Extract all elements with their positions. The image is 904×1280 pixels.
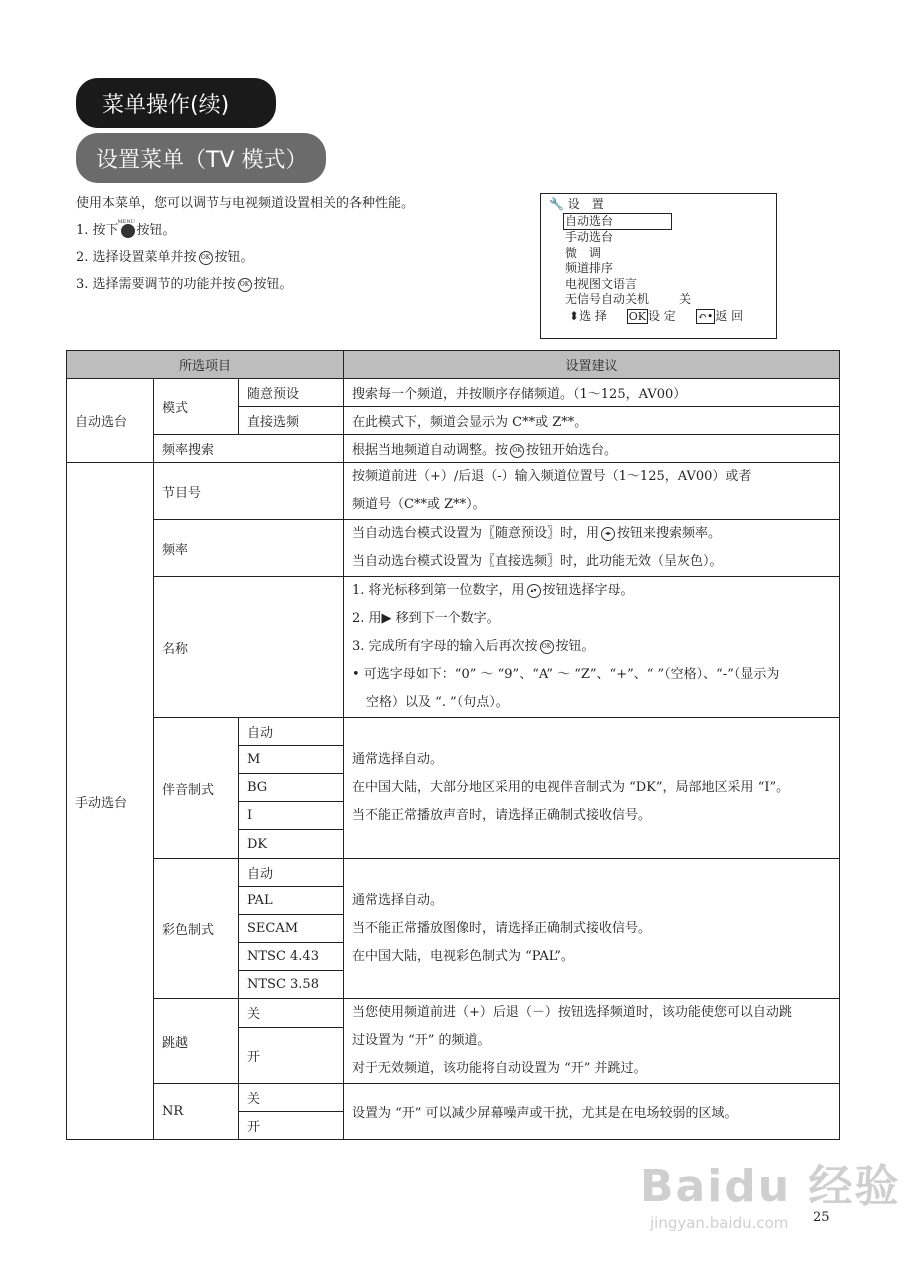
table-cell: 通常选择自动。 在中国大陆，大部分地区采用的电视伴音制式为 “DK”，局部地区采用 “I”。 当不能正常播放声音时，请选择正确制式接收信号。	[344, 718, 840, 859]
table-cell: 关	[239, 999, 344, 1028]
ok-key-icon: OK	[628, 309, 646, 323]
settings-table	[66, 350, 840, 1140]
table-cell: 频率搜索	[154, 435, 344, 463]
osd-item: 无信号自动关机 关	[565, 292, 692, 306]
table-row	[67, 577, 840, 718]
watermark	[640, 1150, 900, 1232]
table-row	[67, 435, 840, 463]
table-cell: NTSC 4.43	[239, 943, 344, 971]
table-cell: 频率	[154, 520, 344, 577]
intro-line: 使用本菜单，您可以调节与电视频道设置相关的各种性能。	[76, 196, 415, 211]
menu-button-icon	[121, 224, 135, 238]
osd-item: 微 调	[565, 245, 602, 260]
table-cell: BG	[239, 774, 344, 802]
table-cell: NTSC 3.58	[239, 971, 344, 999]
table-cell: I	[239, 802, 344, 830]
table-row	[67, 520, 840, 577]
return-key-icon: ↶•	[697, 309, 714, 323]
table-cell: PAL	[239, 887, 344, 915]
step-1: 1. 按下MENU 按钮。	[76, 217, 414, 244]
table-cell: DK	[239, 830, 344, 859]
table-cell: 在此模式下，频道会显示为 C**或 Z**。	[344, 407, 840, 435]
table-row	[67, 999, 840, 1028]
table-cell: 设置为 “开” 可以减少屏幕噪声或干扰，尤其是在电场较弱的区域。	[344, 1084, 840, 1140]
osd-item-selected: 自动选台	[563, 213, 672, 231]
watermark-url: jingyan.baidu.com	[650, 1214, 789, 1232]
table-cell: NR	[154, 1084, 239, 1140]
table-cell: 通常选择自动。 当不能正常播放图像时，请选择正确制式接收信号。 在中国大陆，电视彩色制式为 “PAL”。	[344, 859, 840, 999]
header-advice: 设置建议	[344, 351, 840, 379]
table-cell: 节目号	[154, 463, 344, 520]
osd-item: 电视图文语言	[565, 276, 638, 291]
table-cell: 随意预设	[239, 379, 344, 407]
table-cell: 模式	[154, 379, 239, 435]
table-cell: 开	[239, 1027, 344, 1083]
subsection-title: 设置菜单（TV 模式）	[76, 133, 326, 183]
left-right-button-icon: ◂▸	[601, 527, 615, 541]
table-cell: 根据当地频道自动调整。按 OK 按钮开始选台。	[344, 435, 840, 463]
table-cell: 自动选台	[67, 379, 154, 463]
table-cell: 彩色制式	[154, 859, 239, 999]
ok-button-icon: OK	[199, 251, 213, 265]
osd-menu-screen	[540, 193, 777, 339]
step-3: 3. 选择需要调节的功能并按 OK 按钮。	[76, 277, 293, 292]
osd-item: 手动选台	[565, 230, 614, 244]
osd-footer: ⬍选 择 OK 设 定 ↶• 返 回	[569, 308, 744, 323]
table-cell: M	[239, 746, 344, 774]
table-cell: 跳越	[154, 999, 239, 1084]
watermark-logo: Baidu 经验	[640, 1161, 901, 1212]
up-down-button-icon: ▴▾	[527, 584, 541, 598]
ok-button-icon: OK	[510, 444, 524, 458]
table-row	[67, 1084, 840, 1112]
table-cell: 关	[239, 1084, 344, 1112]
header-item: 所选项目	[67, 351, 344, 379]
step-2: 2. 选择设置菜单并按 OK 按钮。	[76, 250, 254, 265]
table-cell: 当您使用频道前进（+）后退（－）按钮选择频道时，该功能使您可以自动跳 过设置为 “开” 的频道。 对于无效频道，该功能将自动设置为 “开” 并跳过。	[344, 999, 840, 1084]
table-row	[67, 859, 840, 887]
table-cell: 当自动选台模式设置为〖随意预设〗时，用 ◂▸ 按钮来搜索频率。 当自动选台模式设置为〖直接选频〗时，此功能无效（呈灰色）。	[344, 520, 840, 577]
table-header	[67, 351, 840, 379]
wrench-icon: 🔧	[549, 197, 564, 211]
table-cell: 直接选频	[239, 407, 344, 435]
osd-title: 设 置	[567, 197, 604, 211]
table-cell: 自动	[239, 859, 344, 887]
section-title: 菜单操作(续)	[76, 78, 276, 128]
table-cell: 开	[239, 1112, 344, 1140]
intro-text	[76, 190, 414, 298]
osd-item: 频道排序	[565, 261, 614, 275]
table-row	[67, 379, 840, 407]
table-cell: SECAM	[239, 915, 344, 943]
table-cell: 伴音制式	[154, 718, 239, 859]
page-number: 25	[813, 1210, 830, 1225]
table-cell: 按频道前进（+）/后退（-）输入频道位置号（1～125，AV00）或者 频道号（C**或 Z**）。	[344, 463, 840, 520]
table-cell: 名称	[154, 577, 344, 718]
table-row	[67, 718, 840, 746]
table-row	[67, 463, 840, 520]
table-cell: 自动	[239, 718, 344, 746]
ok-button-icon: OK	[540, 640, 554, 654]
updown-icon: ⬍	[569, 308, 580, 323]
table-cell: 手动选台	[67, 463, 154, 1140]
table-cell: 搜索每一个频道，并按顺序存储频道。（1～125，AV00）	[344, 379, 840, 407]
table-cell: 1. 将光标移到第一位数字，用 ▴▾ 按钮选择字母。 2. 用▶ 移到下一个数字。 3. 完成所有字母的输入后再次按 OK 按钮。 • 可选字母如下：“0” ～ “9”、“A” ～ “Z”、“+”、“ ”（空格）、“-”（显示为 空格）以及 “. ”（句点）。	[344, 577, 840, 718]
ok-button-icon: OK	[238, 278, 252, 292]
